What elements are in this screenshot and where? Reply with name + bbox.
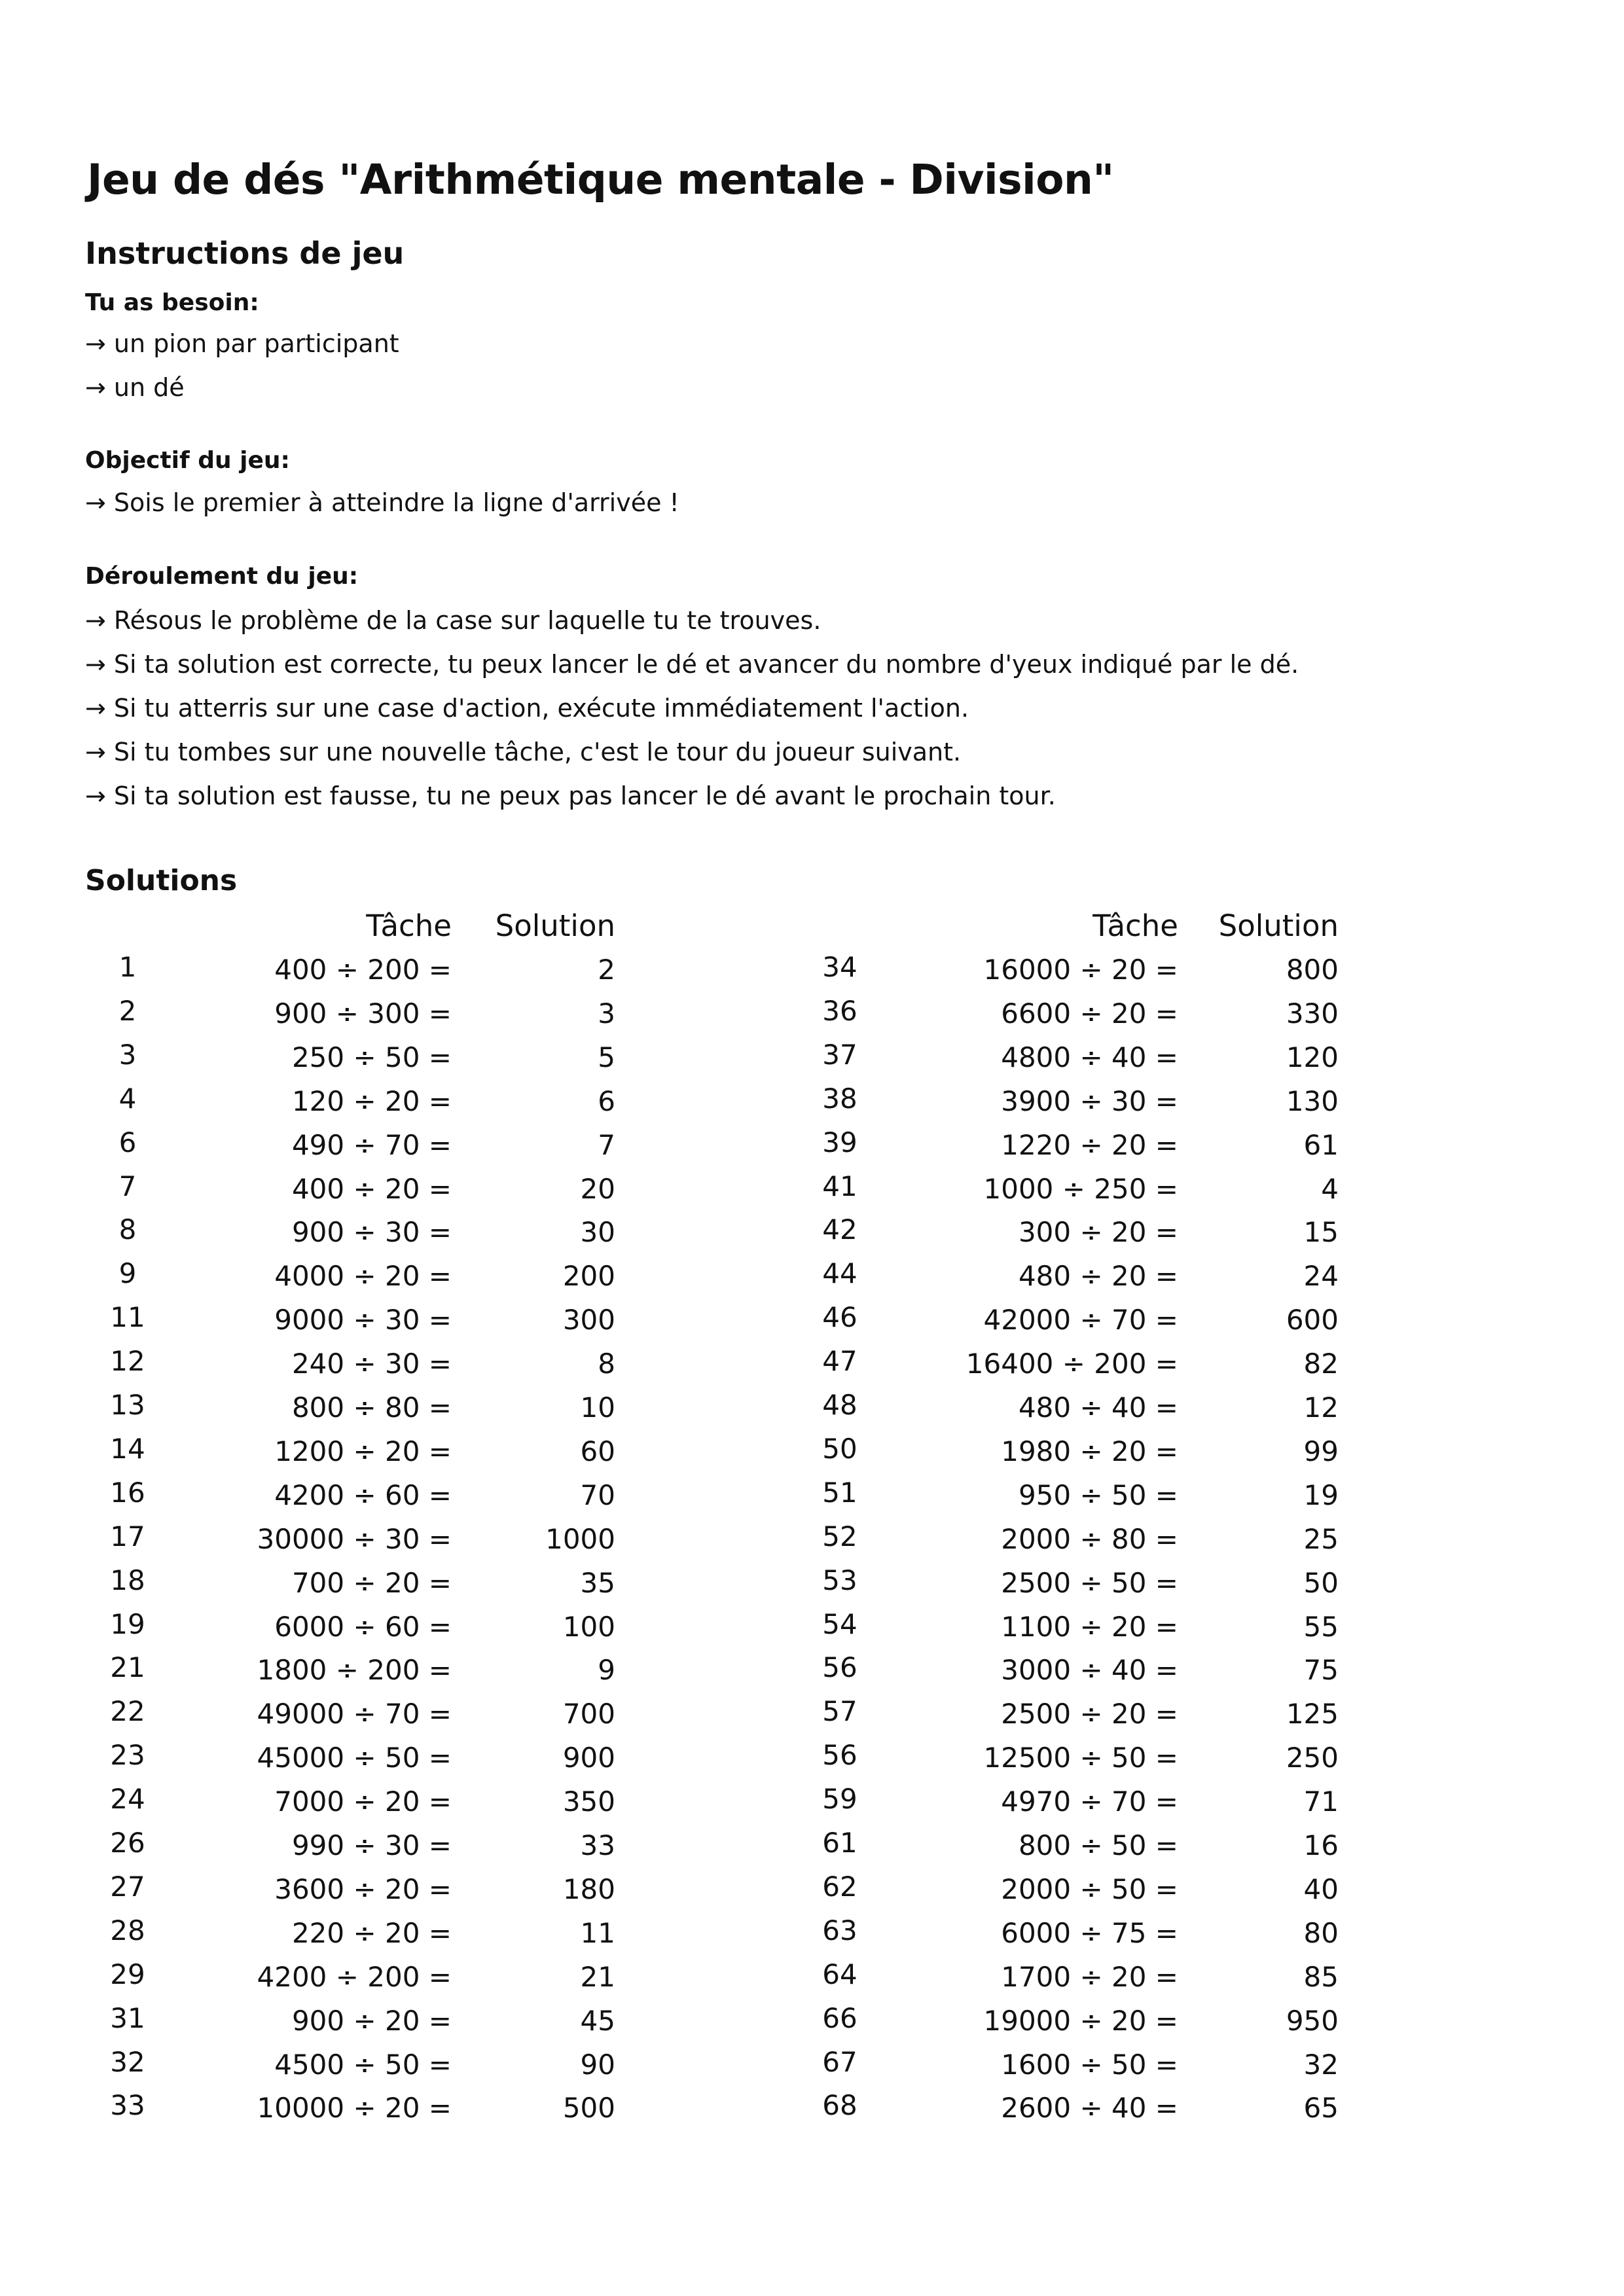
solution-value: 65 (1303, 2092, 1339, 2125)
page-title: Jeu de dés "Arithmétique mentale - Division" (87, 156, 1114, 204)
procedure-heading: Déroulement du jeu: (85, 563, 359, 590)
task-number: 19 (110, 1607, 145, 1640)
task-number: 26 (110, 1827, 145, 1859)
solution-value: 45 (580, 2004, 615, 2037)
solution-value: 800 (1286, 954, 1339, 986)
task-expression: 2500 ÷ 50 = (1001, 1566, 1178, 1599)
solution-value: 24 (1303, 1260, 1339, 1293)
task-expression: 6000 ÷ 60 = (274, 1610, 452, 1643)
solution-value: 75 (1303, 1654, 1339, 1687)
task-expression: 2600 ÷ 40 = (1001, 2092, 1178, 2125)
task-number: 17 (110, 1520, 145, 1552)
task-expression: 45000 ÷ 50 = (257, 1742, 452, 1774)
solution-value: 19 (1303, 1479, 1339, 1511)
solution-value: 700 (562, 1698, 615, 1731)
task-number: 46 (822, 1301, 857, 1334)
task-number: 11 (110, 1301, 145, 1334)
column-header-solution: Solution (1218, 908, 1339, 943)
procedure-item: → Résous le problème de la case sur laquelle tu te trouves. (85, 606, 821, 635)
task-number: 47 (822, 1345, 857, 1378)
solution-value: 99 (1303, 1435, 1339, 1467)
task-expression: 2000 ÷ 50 = (1001, 1873, 1178, 1905)
procedure-item: → Si tu tombes sur une nouvelle tâche, c'est le tour du joueur suivant. (85, 738, 962, 766)
task-number: 27 (110, 1870, 145, 1903)
column-header-task: Tâche (366, 908, 452, 943)
task-expression: 480 ÷ 40 = (1018, 1391, 1178, 1424)
solution-value: 12 (1303, 1391, 1339, 1424)
task-number: 62 (822, 1870, 857, 1903)
solution-value: 16 (1303, 1829, 1339, 1861)
solution-value: 80 (1303, 1916, 1339, 1949)
solution-value: 20 (580, 1172, 615, 1205)
task-number: 59 (822, 1783, 857, 1816)
procedure-item: → Si ta solution est correcte, tu peux lancer le dé et avancer du nombre d'yeux indiqué par le dé. (85, 650, 1299, 679)
task-number: 34 (822, 951, 857, 983)
procedure-item: → Si tu atterris sur une case d'action, exécute immédiatement l'action. (85, 694, 969, 723)
task-expression: 49000 ÷ 70 = (257, 1698, 452, 1731)
solution-value: 6 (598, 1085, 615, 1117)
instructions-heading: Instructions de jeu (85, 236, 405, 271)
task-number: 33 (110, 2089, 145, 2122)
task-expression: 900 ÷ 20 = (291, 2004, 452, 2037)
solution-value: 55 (1303, 1610, 1339, 1643)
task-number: 66 (822, 2001, 857, 2034)
task-expression: 800 ÷ 80 = (291, 1391, 452, 1424)
task-expression: 490 ÷ 70 = (291, 1128, 452, 1161)
task-expression: 4800 ÷ 40 = (1001, 1041, 1178, 1073)
solution-value: 9 (598, 1654, 615, 1687)
task-number: 4 (118, 1082, 137, 1115)
task-number: 56 (822, 1651, 857, 1684)
solution-value: 950 (1286, 2004, 1339, 2037)
task-expression: 3000 ÷ 40 = (1001, 1654, 1178, 1687)
column-header-task: Tâche (1092, 908, 1178, 943)
task-expression: 1100 ÷ 20 = (1001, 1610, 1178, 1643)
task-expression: 16400 ÷ 200 = (965, 1348, 1178, 1380)
solution-value: 125 (1286, 1698, 1339, 1731)
objective-item: → Sois le premier à atteindre la ligne d'arrivée ! (85, 488, 679, 517)
objective-heading: Objectif du jeu: (85, 447, 290, 474)
task-number: 54 (822, 1607, 857, 1640)
task-expression: 4200 ÷ 200 = (257, 1960, 452, 1993)
task-number: 8 (118, 1213, 137, 1246)
solution-value: 61 (1303, 1128, 1339, 1161)
task-number: 18 (110, 1564, 145, 1596)
solution-value: 3 (598, 997, 615, 1030)
task-number: 36 (822, 994, 857, 1027)
task-expression: 9000 ÷ 30 = (274, 1304, 452, 1336)
task-number: 50 (822, 1432, 857, 1465)
task-expression: 7000 ÷ 20 = (274, 1785, 452, 1818)
solution-value: 40 (1303, 1873, 1339, 1905)
task-number: 2 (118, 994, 137, 1027)
solution-value: 33 (580, 1829, 615, 1861)
task-expression: 4500 ÷ 50 = (274, 2048, 452, 2081)
solution-value: 70 (580, 1479, 615, 1511)
task-expression: 3900 ÷ 30 = (1001, 1085, 1178, 1117)
task-number: 52 (822, 1520, 857, 1552)
needs-item: → un pion par participant (85, 329, 399, 358)
solution-value: 30 (580, 1216, 615, 1249)
task-number: 29 (110, 1958, 145, 1990)
solution-value: 10 (580, 1391, 615, 1424)
task-expression: 19000 ÷ 20 = (983, 2004, 1178, 2037)
task-number: 67 (822, 2045, 857, 2078)
column-header-solution: Solution (495, 908, 615, 943)
task-expression: 990 ÷ 30 = (291, 1829, 452, 1861)
task-expression: 1000 ÷ 250 = (983, 1172, 1178, 1205)
solution-value: 50 (1303, 1566, 1339, 1599)
solution-value: 300 (562, 1304, 615, 1336)
solution-value: 130 (1286, 1085, 1339, 1117)
task-expression: 900 ÷ 300 = (274, 997, 452, 1030)
task-expression: 1700 ÷ 20 = (1001, 1960, 1178, 1993)
task-expression: 120 ÷ 20 = (291, 1085, 452, 1117)
task-number: 39 (822, 1126, 857, 1158)
solution-value: 350 (562, 1785, 615, 1818)
task-number: 12 (110, 1345, 145, 1378)
task-expression: 700 ÷ 20 = (291, 1566, 452, 1599)
solution-value: 1000 (545, 1522, 615, 1555)
task-expression: 42000 ÷ 70 = (983, 1304, 1178, 1336)
task-number: 42 (822, 1213, 857, 1246)
task-number: 22 (110, 1695, 145, 1728)
solution-value: 500 (562, 2092, 615, 2125)
task-number: 9 (118, 1257, 137, 1290)
needs-item: → un dé (85, 373, 185, 402)
solution-value: 15 (1303, 1216, 1339, 1249)
task-expression: 800 ÷ 50 = (1018, 1829, 1178, 1861)
task-expression: 1200 ÷ 20 = (274, 1435, 452, 1467)
solution-value: 11 (580, 1916, 615, 1949)
solutions-heading: Solutions (85, 864, 238, 897)
task-number: 6 (118, 1126, 137, 1158)
task-number: 21 (110, 1651, 145, 1684)
solution-value: 5 (598, 1041, 615, 1073)
task-expression: 10000 ÷ 20 = (257, 2092, 452, 2125)
solution-value: 330 (1286, 997, 1339, 1030)
solution-value: 35 (580, 1566, 615, 1599)
task-number: 1 (118, 951, 137, 983)
procedure-item: → Si ta solution est fausse, tu ne peux pas lancer le dé avant le prochain tour. (85, 781, 1056, 810)
solution-value: 120 (1286, 1041, 1339, 1073)
task-number: 3 (118, 1038, 137, 1071)
task-number: 28 (110, 1914, 145, 1946)
task-expression: 400 ÷ 200 = (274, 954, 452, 986)
task-number: 37 (822, 1038, 857, 1071)
solution-value: 85 (1303, 1960, 1339, 1993)
task-number: 57 (822, 1695, 857, 1728)
task-expression: 4970 ÷ 70 = (1001, 1785, 1178, 1818)
task-expression: 30000 ÷ 30 = (257, 1522, 452, 1555)
task-number: 16 (110, 1476, 145, 1509)
task-expression: 1600 ÷ 50 = (1001, 2048, 1178, 2081)
task-expression: 4000 ÷ 20 = (274, 1260, 452, 1293)
task-number: 32 (110, 2045, 145, 2078)
task-expression: 2500 ÷ 20 = (1001, 1698, 1178, 1731)
task-expression: 3600 ÷ 20 = (274, 1873, 452, 1905)
task-expression: 1980 ÷ 20 = (1001, 1435, 1178, 1467)
task-expression: 950 ÷ 50 = (1018, 1479, 1178, 1511)
task-number: 24 (110, 1783, 145, 1816)
task-expression: 12500 ÷ 50 = (983, 1742, 1178, 1774)
solution-value: 600 (1286, 1304, 1339, 1336)
task-number: 44 (822, 1257, 857, 1290)
task-number: 53 (822, 1564, 857, 1596)
solution-value: 4 (1321, 1172, 1339, 1205)
solution-value: 7 (598, 1128, 615, 1161)
task-expression: 1220 ÷ 20 = (1001, 1128, 1178, 1161)
task-number: 61 (822, 1827, 857, 1859)
solution-value: 25 (1303, 1522, 1339, 1555)
solution-value: 32 (1303, 2048, 1339, 2081)
task-number: 41 (822, 1170, 857, 1202)
task-number: 48 (822, 1389, 857, 1421)
task-expression: 300 ÷ 20 = (1018, 1216, 1178, 1249)
task-expression: 6000 ÷ 75 = (1001, 1916, 1178, 1949)
solution-value: 200 (562, 1260, 615, 1293)
task-expression: 1800 ÷ 200 = (257, 1654, 452, 1687)
solution-value: 82 (1303, 1348, 1339, 1380)
task-number: 38 (822, 1082, 857, 1115)
task-number: 56 (822, 1739, 857, 1772)
solution-value: 250 (1286, 1742, 1339, 1774)
task-number: 51 (822, 1476, 857, 1509)
solution-value: 900 (562, 1742, 615, 1774)
task-expression: 480 ÷ 20 = (1018, 1260, 1178, 1293)
task-number: 14 (110, 1432, 145, 1465)
task-number: 13 (110, 1389, 145, 1421)
solution-value: 8 (598, 1348, 615, 1380)
task-number: 63 (822, 1914, 857, 1946)
task-expression: 4200 ÷ 60 = (274, 1479, 452, 1511)
solution-value: 2 (598, 954, 615, 986)
solution-value: 60 (580, 1435, 615, 1467)
solution-value: 21 (580, 1960, 615, 1993)
solution-value: 90 (580, 2048, 615, 2081)
task-expression: 220 ÷ 20 = (291, 1916, 452, 1949)
task-expression: 2000 ÷ 80 = (1001, 1522, 1178, 1555)
needs-heading: Tu as besoin: (85, 289, 259, 316)
task-expression: 240 ÷ 30 = (291, 1348, 452, 1380)
task-number: 64 (822, 1958, 857, 1990)
solution-value: 71 (1303, 1785, 1339, 1818)
solution-value: 180 (562, 1873, 615, 1905)
solution-value: 100 (562, 1610, 615, 1643)
task-number: 23 (110, 1739, 145, 1772)
task-expression: 400 ÷ 20 = (291, 1172, 452, 1205)
task-expression: 16000 ÷ 20 = (983, 954, 1178, 986)
task-number: 31 (110, 2001, 145, 2034)
task-number: 68 (822, 2089, 857, 2122)
task-expression: 250 ÷ 50 = (291, 1041, 452, 1073)
task-expression: 6600 ÷ 20 = (1001, 997, 1178, 1030)
task-expression: 900 ÷ 30 = (291, 1216, 452, 1249)
task-number: 7 (118, 1170, 137, 1202)
